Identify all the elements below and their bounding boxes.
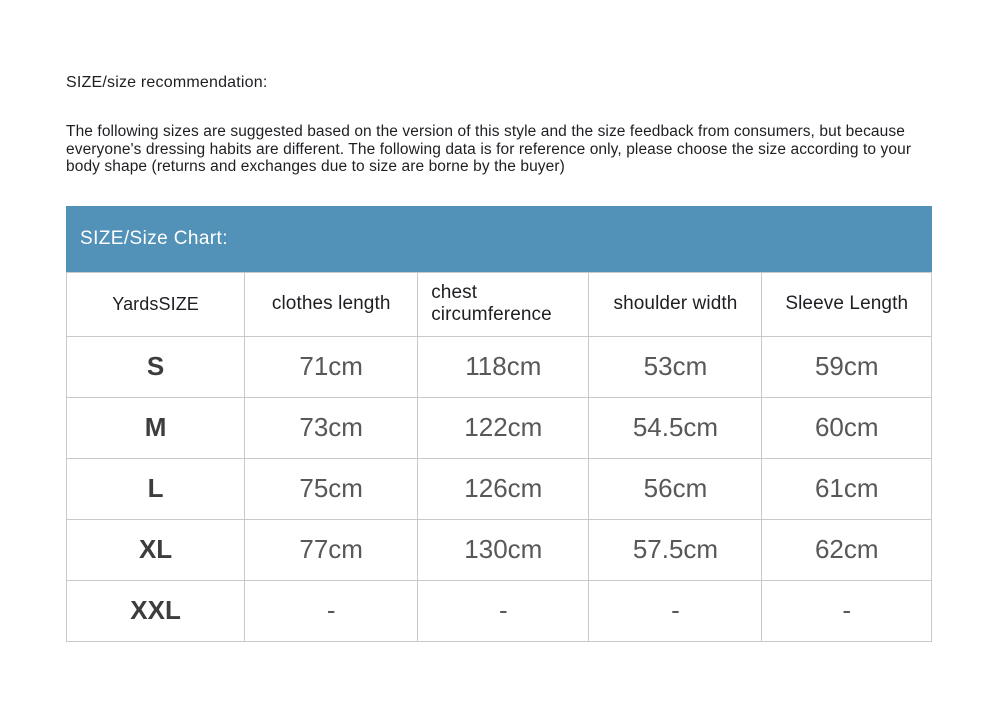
value-cell: 77cm: [245, 519, 418, 580]
table-row-xl: [67, 519, 932, 580]
size-cell: XL: [67, 519, 245, 580]
value-cell: 122cm: [418, 397, 589, 458]
table-row-m: [67, 397, 932, 458]
value-cell: -: [245, 580, 418, 641]
value-cell: 118cm: [418, 336, 589, 397]
value-cell: 54.5cm: [589, 397, 762, 458]
column-header-clothes-length: clothes length: [245, 272, 418, 336]
table-row-xxl: [67, 580, 932, 641]
size-cell: XXL: [67, 580, 245, 641]
value-cell: 57.5cm: [589, 519, 762, 580]
size-cell: S: [67, 336, 245, 397]
value-cell: 59cm: [762, 336, 932, 397]
value-cell: 75cm: [245, 458, 418, 519]
value-cell: 53cm: [589, 336, 762, 397]
value-cell: 71cm: [245, 336, 418, 397]
value-cell: -: [418, 580, 589, 641]
page-title: SIZE/size recommendation:: [66, 74, 268, 91]
column-header-sleeve-length: Sleeve Length: [762, 272, 932, 336]
value-cell: 130cm: [418, 519, 589, 580]
value-cell: 61cm: [762, 458, 932, 519]
value-cell: 73cm: [245, 397, 418, 458]
size-cell: M: [67, 397, 245, 458]
table-row-s: [67, 336, 932, 397]
size-chart-banner: [66, 206, 932, 272]
value-cell: 60cm: [762, 397, 932, 458]
value-cell: -: [589, 580, 762, 641]
table-row-l: [67, 458, 932, 519]
value-cell: 62cm: [762, 519, 932, 580]
size-chart-banner-title: SIZE/Size Chart:: [80, 227, 228, 249]
value-cell: -: [762, 580, 932, 641]
size-disclaimer-text: The following sizes are suggested based on the version of this style and the size feedback from consumers, but because everyone's dressing habits are different. The following data is for reference only, please choose the size according to your body shape (returns and exchanges due to size are borne by the buyer): [66, 123, 912, 176]
size-cell: L: [67, 458, 245, 519]
value-cell: 126cm: [418, 458, 589, 519]
value-cell: 56cm: [589, 458, 762, 519]
size-chart-table: [66, 272, 932, 642]
column-header-chest-circumference: chest circumference: [418, 272, 589, 336]
header-row: [67, 272, 932, 336]
column-header-shoulder-width: shoulder width: [589, 272, 762, 336]
column-header-yards-size: YardsSIZE: [67, 272, 245, 336]
